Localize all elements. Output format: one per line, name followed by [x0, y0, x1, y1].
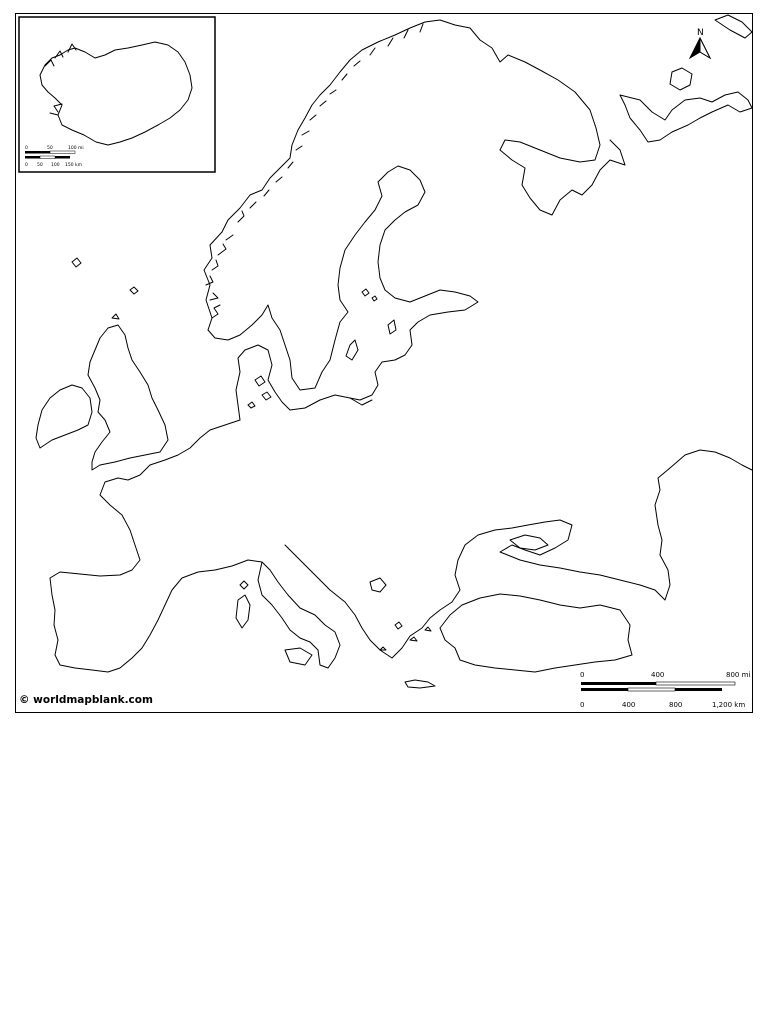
black-sea-coast [440, 520, 665, 672]
scottish-islands [72, 258, 138, 319]
scale-mi-400: 400 [651, 671, 665, 679]
scale-mi-800: 800 mi [726, 671, 751, 679]
inset-scale-mi-50: 50 [47, 146, 53, 151]
great-britain [88, 325, 168, 470]
scale-km-0: 0 [580, 701, 585, 709]
main-scale-bar [580, 671, 750, 709]
scale-mi-0: 0 [580, 671, 585, 679]
caspian-coast [655, 450, 752, 600]
credit-text[interactable]: © worldmapblank.com [19, 694, 153, 706]
scale-km-800: 800 [669, 701, 683, 709]
inset-scale-km-150: 150 km [65, 163, 83, 168]
scale-km-1200: 1,200 km [712, 701, 746, 709]
inset-scale-mi-0: 0 [25, 146, 28, 151]
ireland [36, 385, 92, 448]
france-iberia-coast [50, 465, 262, 672]
iceland-inset [19, 17, 215, 172]
north-label: N [697, 28, 704, 38]
inset-scale-km-50: 50 [37, 163, 43, 168]
inset-scale-mi-100: 100 mi [68, 146, 84, 151]
scandinavia-coast [204, 20, 625, 400]
balkans-coast [285, 545, 460, 688]
russia-north-coast [620, 15, 752, 142]
scale-km-400: 400 [622, 701, 636, 709]
inset-scale-km-100: 100 [51, 163, 60, 168]
north-arrow-icon [690, 28, 710, 58]
inset-scale-km-0: 0 [25, 163, 28, 168]
italy-coast [236, 562, 340, 668]
baltic-islands [346, 289, 396, 360]
denmark-germany-coast [150, 345, 372, 465]
